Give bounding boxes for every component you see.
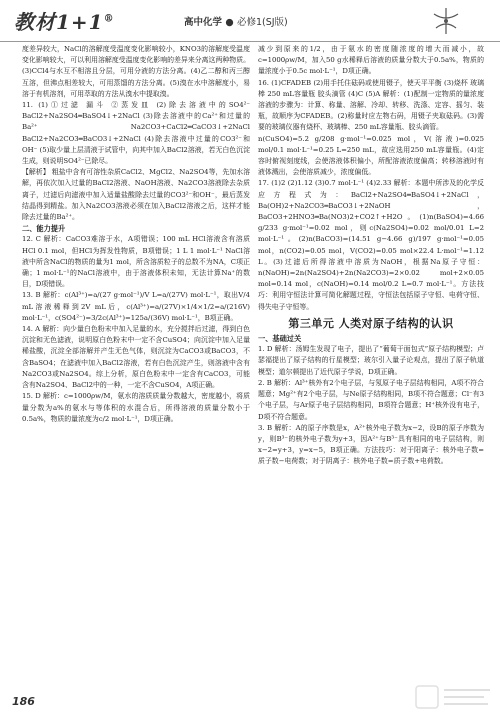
paragraph: n(CuSO4)=5.2 g/208 g·mol⁻¹=0.025 mol，V(溶液)=0.025 mol/0.1 mol·L⁻¹=0.25 L=250 mL，故应选用250 mL容量瓶。(4)定容时俯视刻度线，会使溶液体积偏小，所配溶液浓度偏高；转移溶液时有液体溅出，会使溶质减少，浓度偏低。 — [258, 134, 484, 177]
circle-icon: ● — [225, 17, 234, 28]
unit-title: 第三单元 人类对原子结构的认识 — [288, 316, 454, 330]
section-heading: 二、能力提升 — [22, 224, 66, 234]
answer-15: 15. D 解析：c=1000ρw/M，氨水的溶质质量分数越大，密度越小，将质量分数为a%的氨水与等体积的水混合后，所得溶液的质量分数小于0.5a%，物质的量浓度为c/2 mol·L⁻¹，D项正确。 — [22, 392, 250, 423]
answer-11: 11. (1)①过滤 漏斗 ②蒸发皿 (2)除去溶液中的SO4²⁻ BaCl2+Na2SO4═BaSO4↓+2NaCl (3)除去溶液中的Ca²⁺和过量的Ba²⁺ Na2CO3+CaCl2═CaCO3↓+2NaCl BaCl2+Na2CO3═BaCO3↓+2NaCl (4)除去溶液中过量的CO3²⁻和OH⁻ (5)取少量上层清液于试管中，向其中加入BaCl2溶液，若无白色沉淀生成，则说明SO4²⁻已除尽。 — [22, 101, 250, 166]
answer-13: 13. B 解析：c(Al³⁺)=a/(27 g·mol⁻¹)/V L=a/(27V) mol·L⁻¹，取出V/4 mL溶液稀释到2V mL后，c(Al³⁺)=a/(27V)×1/4×1/2=a/(216V) mol·L⁻¹，c(SO4²⁻)=3/2c(Al³⁺)=125a/(36V) mol·L⁻¹，B项正确。 — [22, 291, 250, 322]
paragraph: 减少到原来的1/2，由于氨水的密度随浓度的增大而减小，故c=1000ρw/M，加入50 g水稀释后溶液的质量分数大于0.5a%，物质的量浓度小于0.5c mol·L⁻¹，D项正确。 — [258, 45, 484, 76]
paragraph: 【解析】 粗盐中含有可溶性杂质CaCl2、MgCl2、Na2SO4等，先加水溶解，再依次加入过量的BaCl2溶液、NaOH溶液、Na2CO3溶液除去杂质离子，过滤后向滤液中加入适量盐酸除去过量的CO3²⁻和OH⁻，最后蒸发结晶得到精盐。加入Na2CO3溶液必须在加入BaCl2溶液之后，这样才能除去过量的Ba²⁺。 — [22, 168, 250, 222]
answer-2: 2. B 解析：Al³⁺核外有2个电子层，与氖原子电子层结构相同，A项不符合题意；Mg²⁺有2个电子层，与Ne原子结构相同，B项不符合题意；Cl⁻有3个电子层，与Ar原子电子层结构相同，B项符合题意；H⁺核外没有电子，D项不符合题意。 — [258, 378, 484, 421]
book-logo: 教材1+1® — [14, 10, 115, 34]
section-heading: 一、基础过关 — [258, 334, 302, 344]
edition-label: 必修1(SJ版) — [236, 17, 288, 28]
page-number: 186 — [12, 695, 35, 708]
subject-title: 高中化学 — [184, 17, 223, 28]
watermark-icon — [414, 682, 494, 712]
page-header — [0, 0, 500, 42]
answer-16: 16. (1)CFADEB (2)用手托住砝码或使用镊子，使天平平衡 (3)烧杯 玻璃棒 250 mL容量瓶 胶头滴管 (4)C (5)A 解析：(1)配制一定物质的量浓度溶液的步骤为：计算、称量、溶解、冷却、转移、洗涤、定容、摇匀、装瓶，故顺序为CFADEB。(2)称量时应左物右码，用镊子夹取砝码。(3)需要的玻璃仪器有烧杯、玻璃棒、250 mL容量瓶、胶头滴管。 — [258, 78, 484, 132]
answer-17: 17. (1)2 (2)1.12 (3)0.7 mol·L⁻¹ (4)2.33 解析：本题中所涉及的化学反应方程式为：BaCl2+Na2SO4═BaSO4↓+2NaCl，Ba(OH)2+Na2CO3═BaCO3↓+2NaOH，BaCO3+2HNO3═Ba(NO3)2+CO2↑+H2O。(1)n(BaSO4)=4.66 g/233 g·mol⁻¹=0.02 mol，则c(Na2SO4)=0.02 mol/0.01 L=2 mol·L⁻¹。(2)n(BaCO3)=(14.51 g−4.66 g)/197 g·mol⁻¹=0.05 mol，n(CO2)=0.05 mol，V(CO2)=0.05 mol×22.4 L·mol⁻¹=1.12 L。(3)过滤后所得溶液中溶质为NaOH，根据Na原子守恒：n(NaOH)=2n(Na2SO4)+2n(Na2CO3)=2×0.02 mol+2×0.05 mol=0.14 mol，c(NaOH)=0.14 mol/0.2 L=0.7 mol·L⁻¹。方法技巧：利用守恒法计算可简化解题过程，守恒法包括原子守恒、电荷守恒、得失电子守恒等。 — [258, 179, 484, 311]
answer-1: 1. D 解析：汤姆生发现了电子，提出了“葡萄干面包式”原子结构模型；卢瑟福提出了原子结构的行星模型；玻尔引入量子论观点，提出了原子轨道模型；道尔顿提出了近代原子学说，D项正确。 — [258, 345, 484, 376]
right-column — [258, 44, 484, 686]
paragraph: 度差异较大，NaCl的溶解度受温度变化影响较小，KNO3的溶解度受温度变化影响较大，可以利用溶解度受温度变化影响的差异来分离这两种物质。(3)CCl4与水互不相溶且分层，可用分液的方法分离。(4)乙二醇和丙三醇互溶，但沸点相差较大，可用蒸馏的方法分离。(5)溴在水中溶解度小，易溶于有机溶剂，可用萃取的方法从溴水中提取溴。 — [22, 45, 250, 98]
corner-ornament-icon — [426, 6, 466, 36]
answer-3: 3. B 解析：A的原子序数是x，A²⁺核外电子数为x−2，设B的原子序数为y，则B³⁻的核外电子数为y+3，因A²⁺与B³⁻具有相同的电子层结构，则x−2=y+3，y=x−5，B项正确。方法技巧：对于阳离子：核外电子数=质子数−电荷数；对于阴离子：核外电子数=质子数+电荷数。 — [258, 423, 484, 466]
header-title — [184, 14, 288, 28]
answer-12: 12. C 解析：CaCO3难溶于水，A项错误；100 mL HCl溶液含有溶质HCl 0.1 mol，但HCl为挥发性物质，B项错误；1 L 1 mol·L⁻¹ NaCl溶液中所含NaCl的物质的量为1 mol，所含溶质粒子的总数不为NA，C项正确；1 mol·L⁻¹的NaCl溶液中，由于溶液体积未知，无法计算Na⁺的数目，D项错误。 — [22, 235, 250, 289]
left-column — [22, 44, 250, 686]
answer-14: 14. A 解析：向少量白色粉末中加入足量的水，充分搅拌后过滤，得到白色沉淀和无色滤液，说明原白色粉末中一定不含CuSO4；向沉淀中加入足量稀盐酸，沉淀全部溶解并产生无色气体，则沉淀为CaCO3或BaCO3，不含BaSO4；在滤液中加入BaCl2溶液，若有白色沉淀产生，则溶液中含有Na2CO3或Na2SO4。综上分析，原白色粉末中一定含有CaCO3，可能含有Na2SO4、BaCl2中的一种，一定不含CuSO4，A项正确。 — [22, 325, 250, 390]
